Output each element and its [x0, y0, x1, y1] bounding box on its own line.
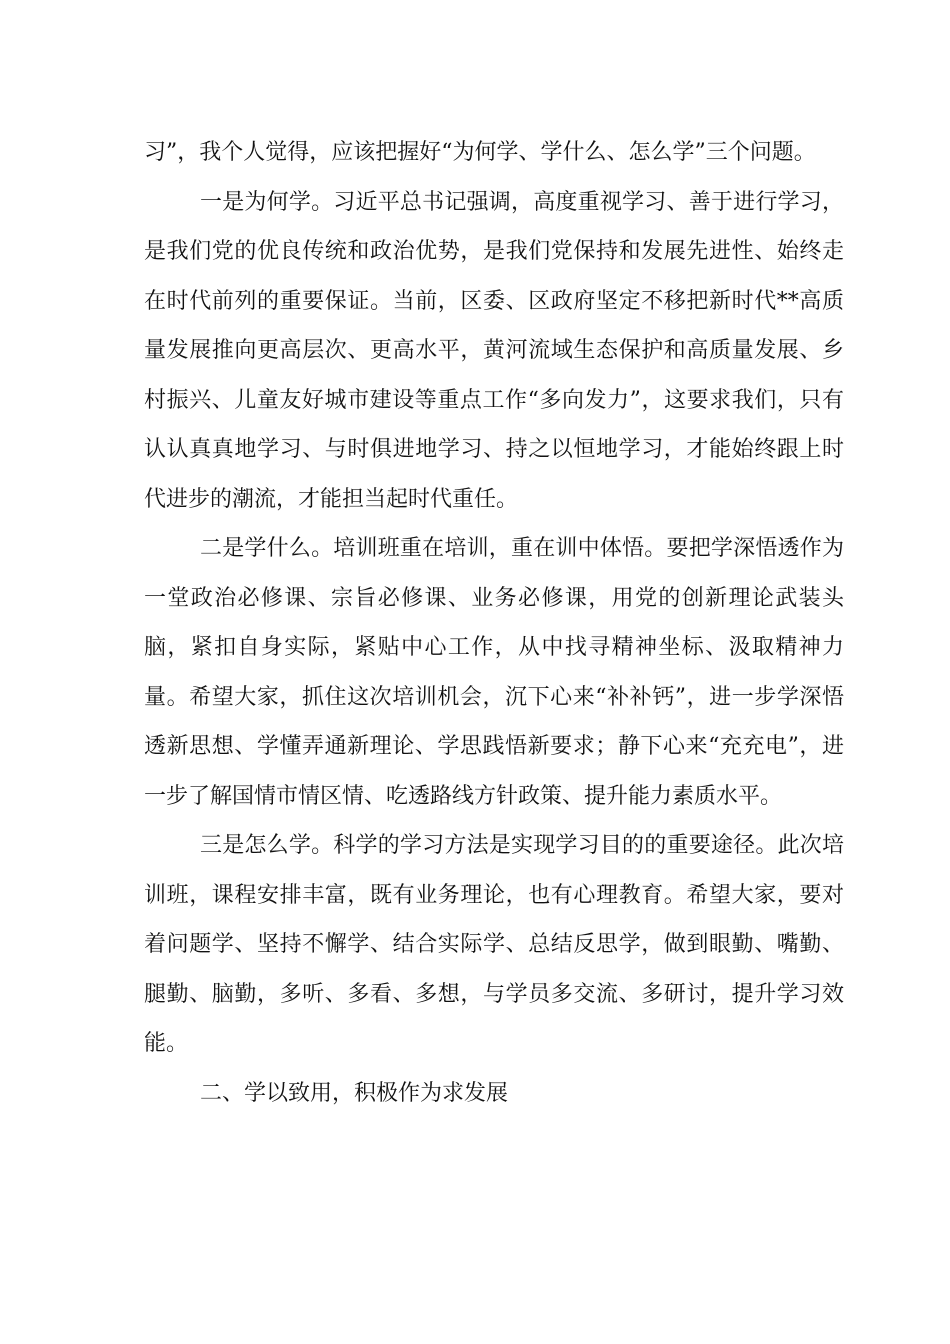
- paragraph-why-learn: 一是为何学。习近平总书记强调，高度重视学习、善于进行学习，是我们党的优良传统和政治优势，是我们党保持和发展先进性、始终走在时代前列的重要保证。当前，区委、区政府坚定不移把新时代**高质量发展推向更高层次、更高水平，黄河流域生态保护和高质量发展、乡村振兴、儿童友好城市建设等重点工作“多向发力”，这要求我们，只有认认真真地学习、与时俱进地学习、持之以恒地学习，才能始终跟上时代进步的潮流，才能担当起时代重任。: [144, 189, 844, 512]
- paragraph-what-to-learn: 二是学什么。培训班重在培训，重在训中体悟。要把学深悟透作为一堂政治必修课、宗旨必修课、业务必修课，用党的创新理论武装头脑，紧扣自身实际，紧贴中心工作，从中找寻精神坐标、汲取精神力量。希望大家，抓住这次培训机会，沉下心来“补补钙”，进一步学深悟透新思想、学懂弄通新理论、学思践悟新要求；静下心来“充充电”，进一步了解国情市情区情、吃透路线方针政策、提升能力素质水平。: [144, 536, 844, 809]
- document-body: [144, 128, 844, 1118]
- section-heading: 二、学以致用，积极作为求发展: [200, 1080, 509, 1106]
- paragraph-how-to-learn: 三是怎么学。科学的学习方法是实现学习目的的重要途径。此次培训班，课程安排丰富，既有业务理论，也有心理教育。希望大家，要对着问题学、坚持不懈学、结合实际学、总结反思学，做到眼勤、嘴勤、腿勤、脑勤，多听、多看、多想，与学员多交流、多研讨，提升学习效能。: [144, 833, 844, 1056]
- paragraph-continuation: 习”，我个人觉得，应该把握好“为何学、学什么、怎么学”三个问题。: [144, 140, 816, 165]
